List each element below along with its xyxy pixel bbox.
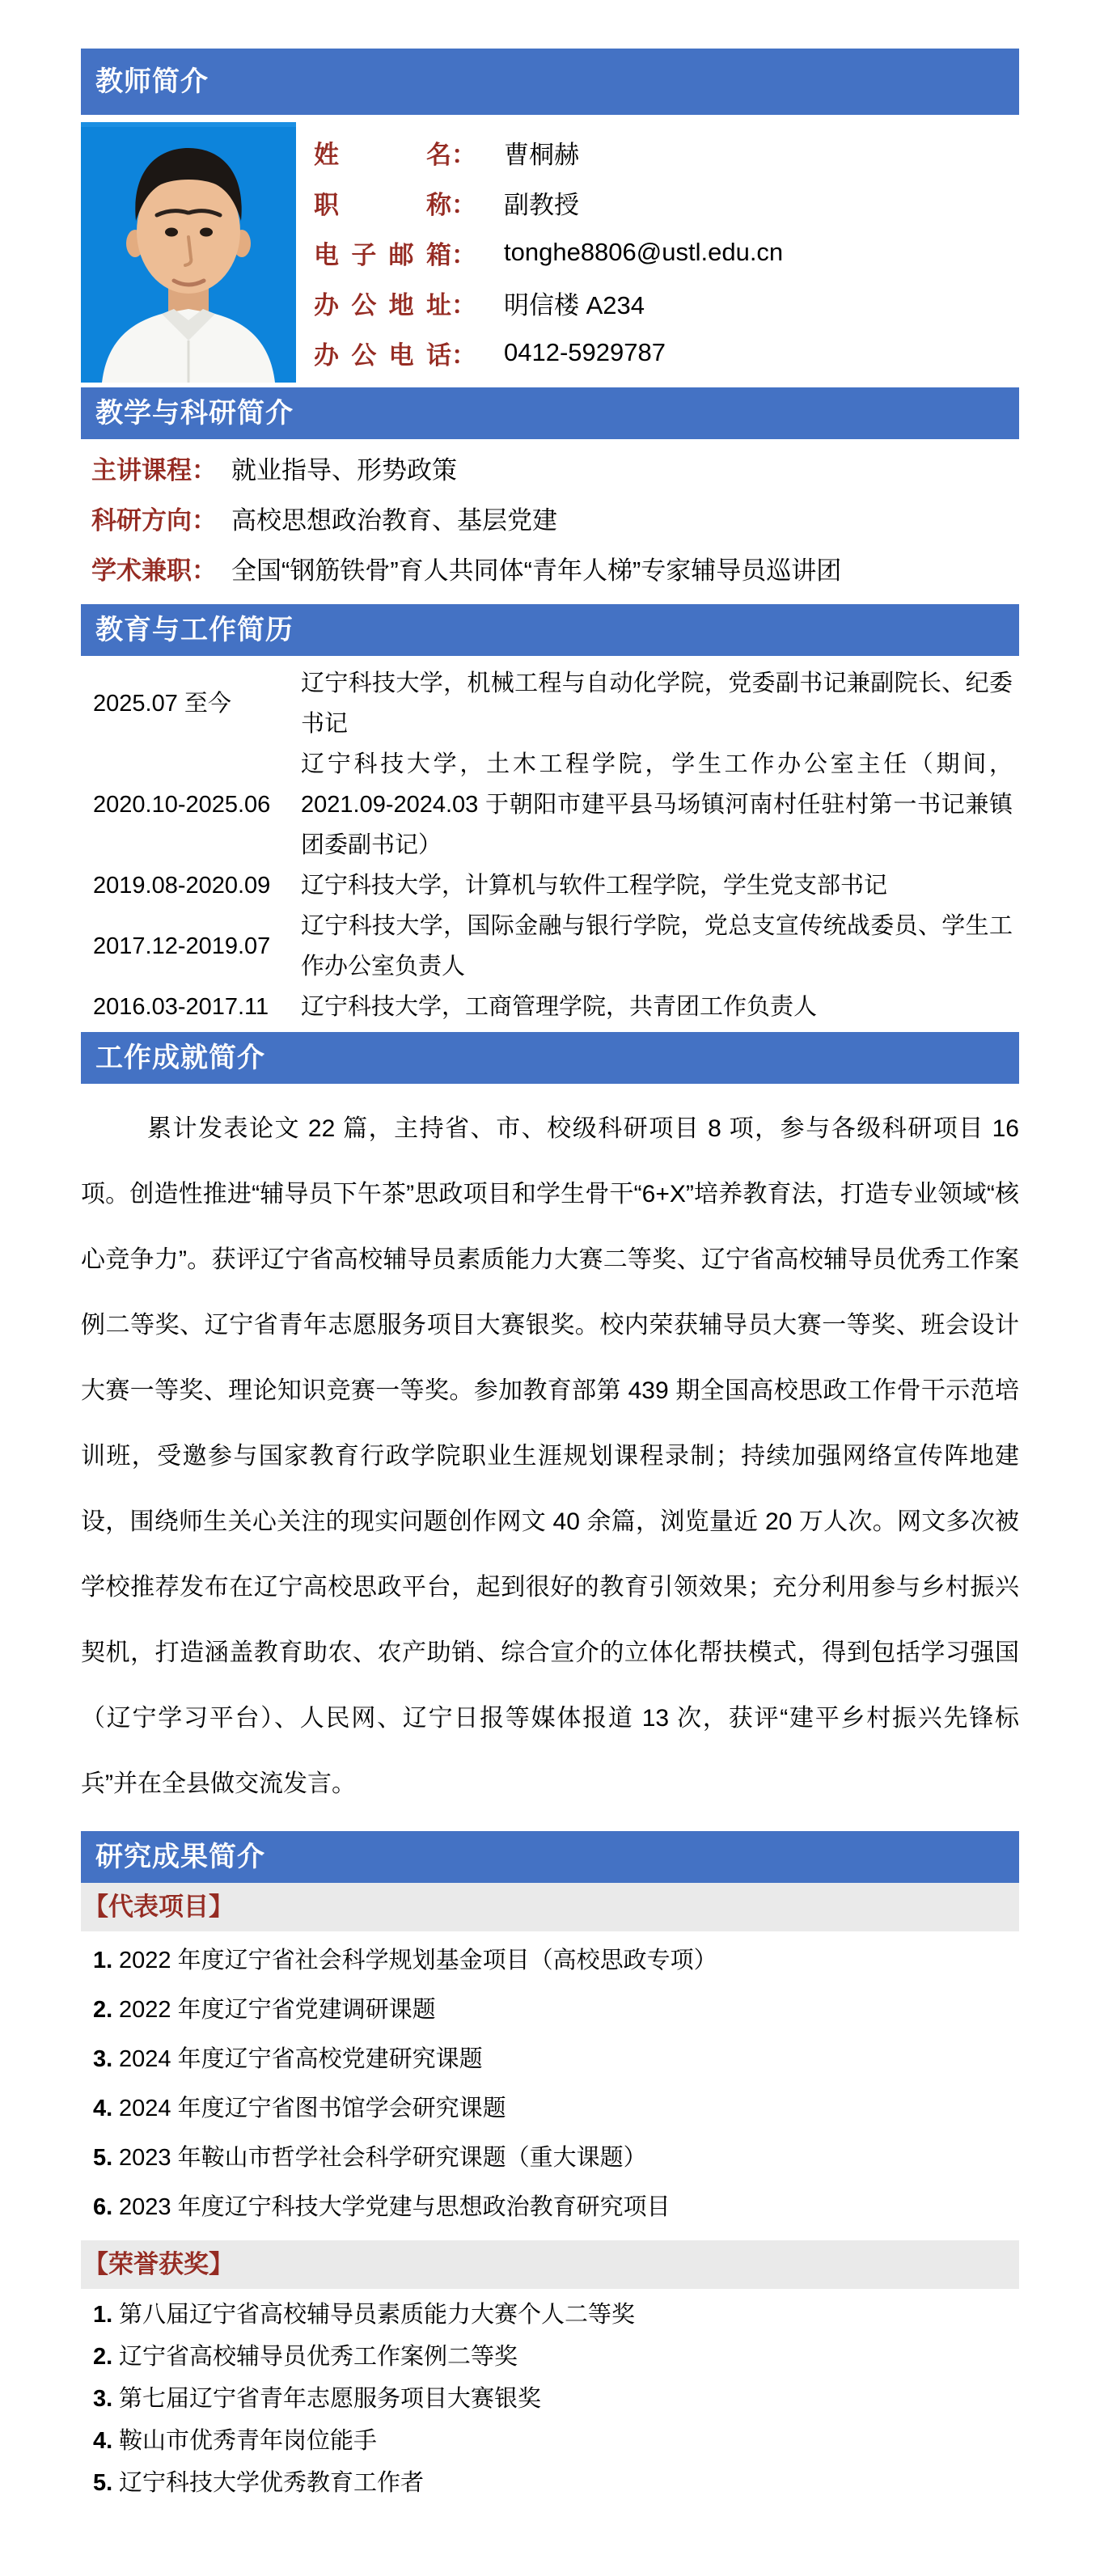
row-research-direction xyxy=(81,496,1019,546)
field-colon: ： xyxy=(451,190,476,219)
field-colon: ： xyxy=(451,290,476,319)
timeline-description: 辽宁科技大学，土木工程学院，学生工作办公室主任（期间，2021.09-2024.03 于朝阳市建平县马场镇河南村任驻村第一书记兼镇团委副书记） xyxy=(301,751,1013,858)
subheading-representative-projects: 【代表项目】 xyxy=(81,1883,1019,1931)
honors-list xyxy=(81,2289,1019,2510)
field-colon: ： xyxy=(451,240,476,269)
section-header-research-outcomes: 研究成果简介 xyxy=(81,1831,1019,1883)
honor-number: 4. xyxy=(93,2428,113,2454)
label-research-direction: 科研方向 xyxy=(91,506,192,535)
honor-number: 2. xyxy=(93,2344,113,2370)
honor-item xyxy=(81,2378,1019,2420)
section-header-achievements: 工作成就简介 xyxy=(81,1032,1019,1084)
field-label-office-address: 办公地址 xyxy=(314,290,451,319)
honor-text: 鞍山市优秀青年岗位能手 xyxy=(119,2428,378,2454)
project-text: 2024 年度辽宁省高校党建研究课题 xyxy=(119,2046,483,2072)
timeline-row xyxy=(81,744,1019,865)
honor-item xyxy=(81,2294,1019,2336)
field-colon: ： xyxy=(451,341,476,370)
honor-number: 1. xyxy=(93,2302,113,2328)
field-label-title: 职称 xyxy=(314,190,451,219)
profile-fields xyxy=(314,122,1019,383)
field-value-email: tonghe8806@ustl.edu.cn xyxy=(504,238,784,266)
section-header-teaching-research: 教学与科研简介 xyxy=(81,387,1019,439)
honor-item xyxy=(81,2462,1019,2504)
timeline-description: 辽宁科技大学，机械工程与自动化学院，党委副书记兼副院长、纪委书记 xyxy=(301,670,1013,737)
project-item xyxy=(81,1936,1019,1986)
timeline-period: 2020.10-2025.06 xyxy=(93,792,271,818)
field-label-email: 电子邮箱 xyxy=(314,240,451,269)
profile-block xyxy=(81,122,1019,383)
portrait-photo-graphic xyxy=(81,122,296,383)
timeline-period: 2016.03-2017.11 xyxy=(93,994,269,1020)
timeline-row xyxy=(81,906,1019,987)
project-text: 2022 年度辽宁省党建调研课题 xyxy=(119,1997,436,2023)
row-academic-posts xyxy=(81,546,1019,596)
honor-text: 第八届辽宁省高校辅导员素质能力大赛个人二等奖 xyxy=(119,2302,636,2328)
timeline-description: 辽宁科技大学，国际金融与银行学院，党总支宣传统战委员、学生工作办公室负责人 xyxy=(301,913,1013,979)
field-row-title xyxy=(314,184,1019,221)
project-text: 2023 年度辽宁科技大学党建与思想政治教育研究项目 xyxy=(119,2194,671,2220)
project-item xyxy=(81,2183,1019,2232)
field-row-office-phone xyxy=(314,335,1019,371)
timeline-row xyxy=(81,865,1019,906)
field-row-name xyxy=(314,134,1019,171)
honor-text: 辽宁省高校辅导员优秀工作案例二等奖 xyxy=(119,2344,518,2370)
project-item xyxy=(81,2035,1019,2084)
subheading-honors-awards: 【荣誉获奖】 xyxy=(81,2240,1019,2289)
field-label-office-phone: 办公电话 xyxy=(314,341,451,370)
value-academic-posts: 全国“钢筋铁骨”育人共同体“青年人梯”专家辅导员巡讲团 xyxy=(231,556,842,585)
project-text: 2024 年度辽宁省图书馆学会研究课题 xyxy=(119,2096,506,2121)
field-label-name: 姓名 xyxy=(314,140,451,169)
project-text: 2023 年鞍山市哲学社会科学研究课题（重大课题） xyxy=(119,2145,647,2171)
timeline-description: 辽宁科技大学，计算机与软件工程学院，学生党支部书记 xyxy=(301,873,888,899)
field-row-office-address xyxy=(314,285,1019,321)
label-courses: 主讲课程 xyxy=(91,456,192,484)
project-number: 5. xyxy=(93,2145,113,2171)
field-value-office-phone: 0412-5929787 xyxy=(504,338,666,366)
honor-item xyxy=(81,2420,1019,2462)
project-number: 4. xyxy=(93,2096,113,2121)
experience-timeline xyxy=(81,656,1019,1032)
honor-number: 5. xyxy=(93,2470,113,2496)
teaching-research-block xyxy=(81,439,1019,604)
timeline-description: 辽宁科技大学，工商管理学院，共青团工作负责人 xyxy=(301,994,818,1020)
section-header-experience: 教育与工作简历 xyxy=(81,604,1019,656)
label-colon: ： xyxy=(192,556,217,585)
honor-text: 第七届辽宁省青年志愿服务项目大赛银奖 xyxy=(119,2386,542,2412)
achievements-paragraph: 累计发表论文 22 篇，主持省、市、校级科研项目 8 项，参与各级科研项目 16 项。创造性推进“辅导员下午茶”思政项目和学生骨干“6+X”培养教育法，打造专业领域“核心竞争力”。获评辽宁省高校辅导员素质能力大赛二等奖、辽宁省高校辅导员优秀工作案例二等奖、辽宁省青年志愿服务项目大赛银奖。校内荣获辅导员大赛一等奖、班会设计大赛一等奖、理论知识竞赛一等奖。参加教育部第 439 期全国高校思政工作骨干示范培训班，受邀参与国家教育行政学院职业生涯规划课程录制；持续加强网络宣传阵地建设，围绕师生关心关注的现实问题创作网文 40 余篇，浏览量近 20 万人次。网文多次被学校推荐发布在辽宁高校思政平台，起到很好的教育引领效果；充分利用参与乡村振兴契机，打造涵盖教育助农、农产助销、综合宣介的立体化帮扶模式，得到包括学习强国（辽宁学习平台）、人民网、辽宁日报等媒体报道 13 次，获评“建平乡村振兴先锋标兵”并在全县做交流发言。 xyxy=(81,1115,1019,1797)
projects-list xyxy=(81,1931,1019,2239)
project-number: 2. xyxy=(93,1997,113,2023)
timeline-period: 2025.07 至今 xyxy=(93,691,231,717)
honor-item xyxy=(81,2336,1019,2378)
field-value-title: 副教授 xyxy=(504,190,579,219)
section-header-teacher-intro: 教师简介 xyxy=(81,49,1019,115)
label-academic-posts: 学术兼职 xyxy=(91,556,192,585)
label-colon: ： xyxy=(192,456,217,484)
page xyxy=(0,49,1100,2576)
timeline-period: 2019.08-2020.09 xyxy=(93,873,271,899)
row-courses xyxy=(81,446,1019,496)
label-colon: ： xyxy=(192,506,217,535)
project-number: 3. xyxy=(93,2046,113,2072)
timeline-row xyxy=(81,987,1019,1027)
timeline-row xyxy=(81,663,1019,744)
project-number: 6. xyxy=(93,2194,113,2220)
honor-number: 3. xyxy=(93,2386,113,2412)
project-item xyxy=(81,2084,1019,2134)
honor-text: 辽宁科技大学优秀教育工作者 xyxy=(119,2470,425,2496)
project-number: 1. xyxy=(93,1948,113,1973)
field-row-email xyxy=(314,235,1019,271)
teacher-photo xyxy=(81,122,296,383)
project-item xyxy=(81,2134,1019,2183)
field-value-name: 曹桐赫 xyxy=(504,140,579,169)
project-text: 2022 年度辽宁省社会科学规划基金项目（高校思政专项） xyxy=(119,1948,717,1973)
value-research-direction: 高校思想政治教育、基层党建 xyxy=(231,506,557,535)
field-value-office-address: 明信楼 A234 xyxy=(504,290,645,319)
field-colon: ： xyxy=(451,140,476,169)
profile-page xyxy=(81,49,1019,2510)
value-courses: 就业指导、形势政策 xyxy=(231,456,457,484)
project-item xyxy=(81,1986,1019,2035)
timeline-period: 2017.12-2019.07 xyxy=(93,933,271,959)
